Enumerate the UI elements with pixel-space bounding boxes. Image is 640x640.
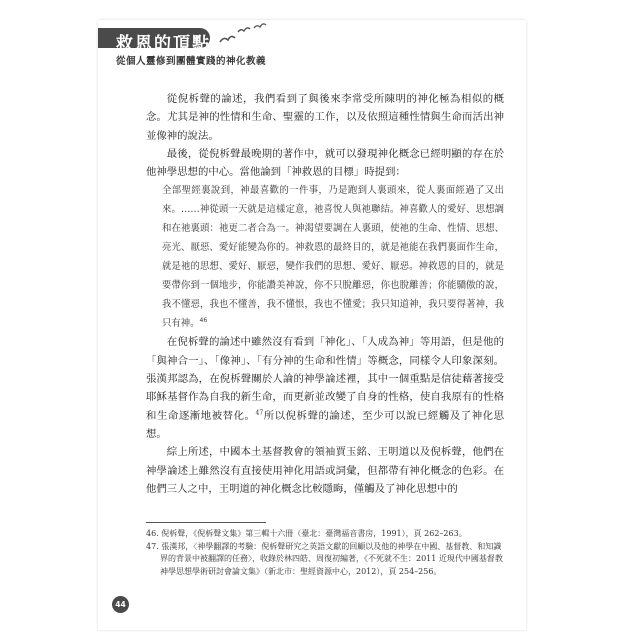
body-text — [146, 90, 504, 498]
paragraph-2: 最後，從倪柝聲最晚期的著作中，就可以發現神化概念已經明顯的存在於他神學思想的中心。當他論到「神救恩的目標」時提到： — [146, 147, 504, 179]
page-number: 44 — [112, 596, 129, 613]
paragraph-3 — [146, 333, 504, 443]
chapter-subtitle: 從個人靈修到團體實踐的神化教義 — [116, 56, 267, 67]
paragraph-1: 從倪柝聲的論述，我們看到了與後來李常受所陳明的神化極為相似的概念。尤其是神的性情和生命、聖靈的工作，以及依照這種性情與生命而活出神並像神的說法。 — [146, 93, 504, 142]
book-page — [98, 20, 526, 630]
paragraph-3-text-a: 在倪柝聲的論述中雖然沒有看到「神化」、「人成為神」等用語，但是他的「與神合一」、「像神」、「有分神的生命和性情」等概念，同樣令人印象深刻。張漢邦認為，在倪柝聲關於人論的神學論述裡，其中一個重點是信徒藉著接受耶穌基督作為自我的新生命，而更新並改變了自身的性格，使自我原有的性格和生命逐漸地被替化。 — [146, 336, 504, 422]
footnote-ref-47: 47 — [255, 409, 264, 417]
chapter-title: 救恩的頂點 — [116, 34, 211, 54]
footnote-divider — [146, 522, 266, 523]
footnote-47: 47. 張漢邦，〈神學翻譯的考驗：倪柝聲研究之英語文獻的回顧以及他的神學在中國、基督教、和知識界的背景中被翻譯的任務〉，收錄於林四皓、周復初編著，《不死就不生：2011 近現代中國基督教神學思想學術研討會論文集》（新北市：聖經資源中心，2012），頁 254–256。 — [146, 541, 503, 576]
footnote-46: 46. 倪柝聲，《倪柝聲文集》第三輯十六冊（臺北：臺灣福音書房，1991），頁 262–263。 — [146, 529, 467, 538]
paragraph-4: 綜上所述，中國本土基督教會的領袖賈玉銘、王明道以及倪柝聲，他們在神學論述上雖然沒有直接使用神化用語或詞彙，但都帶有神化概念的色彩。在他們三人之中，王明道的神化概念比較隱晦，僅觸及了神化思想中的 — [146, 446, 504, 495]
birds-icon — [212, 20, 272, 50]
footnote-ref-46: 46 — [199, 317, 208, 325]
footnotes — [146, 528, 504, 578]
paragraph-3-text-b: 所以倪柝聲的論述，至少可以說已經觸及了神化思想。 — [146, 409, 505, 440]
quote-text: 全部聖經裏說到，神最喜歡的一件事，乃是跑到人裏頭來，從人裏面經過了又出來。……神從頭一天就是這樣定意，祂喜悅人與祂聯結。神喜歡人的愛好、思想調和在祂裏頭：祂更二者合為一。神渴望要調在人裏頭，使祂的生命、性情、思想、亮光、厭惡、愛好能變為你的。神救恩的最終目的，就是祂能在我們裏面作生命，就是祂的思想、愛好、厭惡，變作我們的思想、愛好、厭惡。神救恩的目的，就是要帶你到一個地步，你能讚美神說，你不只脫離惡，你也脫離善；你能驕傲的說，我不懂惡，我也不懂善，我不懂恨，我也不懂愛；我只知道神，我只要得著神，我只有神。 — [162, 185, 504, 330]
block-quote — [162, 181, 504, 333]
